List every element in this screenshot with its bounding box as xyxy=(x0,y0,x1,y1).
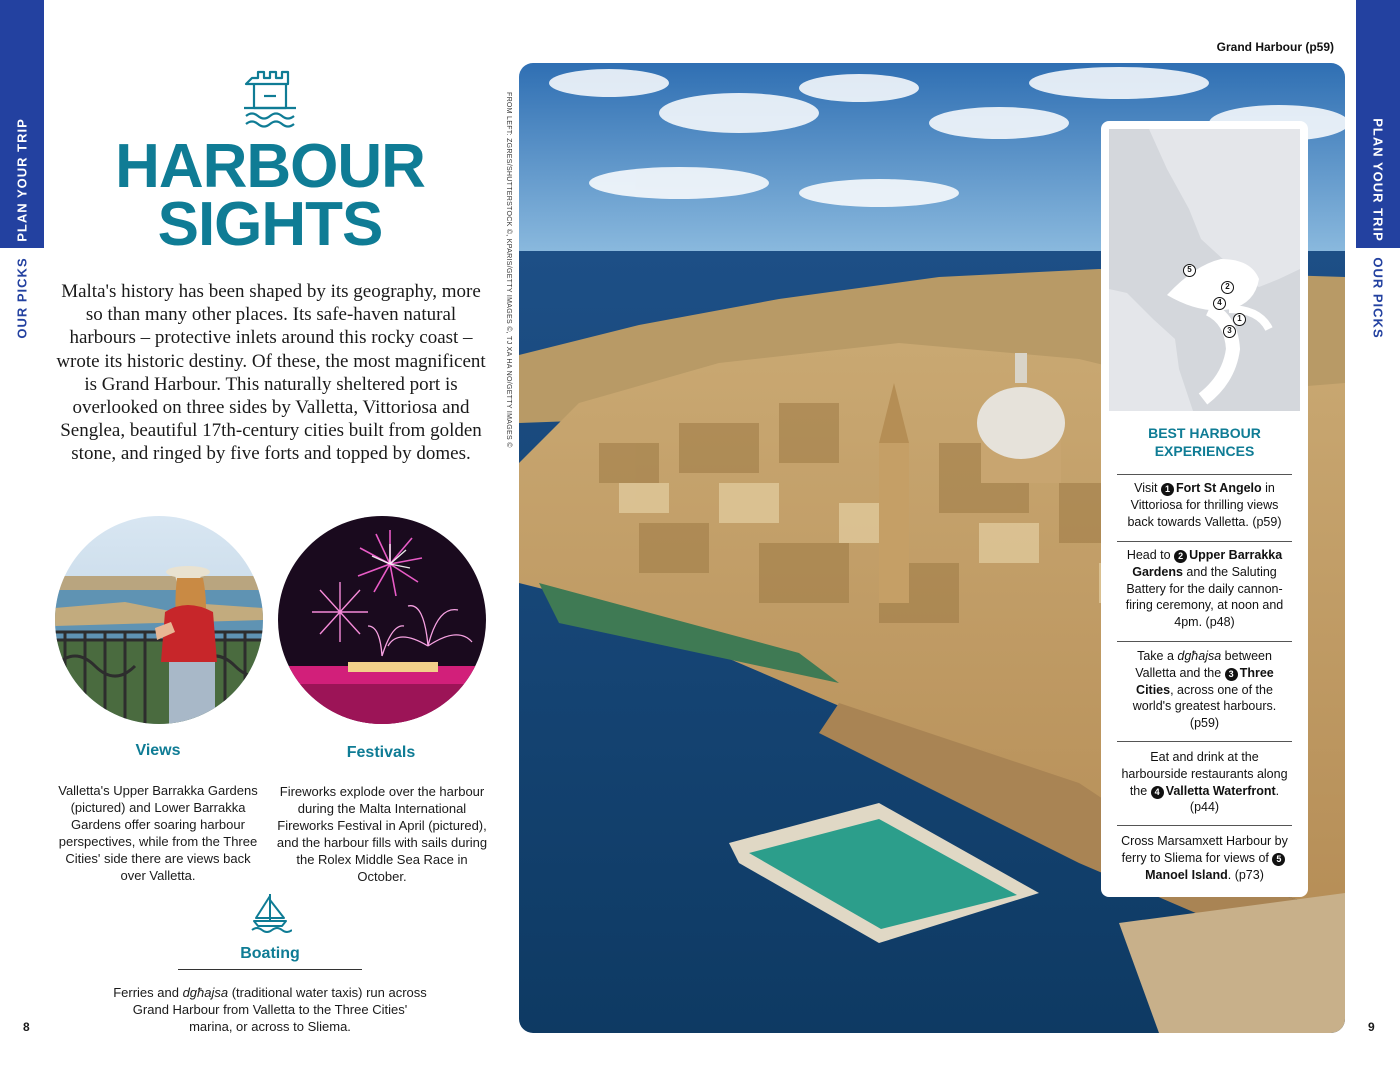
page-number-left: 8 xyxy=(23,1020,30,1034)
castle-icon xyxy=(240,68,300,130)
plan-your-trip-label[interactable]: PLAN YOUR TRIP xyxy=(14,118,30,242)
views-heading: Views xyxy=(135,742,181,759)
experience-item-2 xyxy=(1117,547,1292,631)
photo-caption: Grand Harbour (p59) xyxy=(1216,40,1334,54)
exp1-name: Fort St Angelo xyxy=(1176,481,1262,495)
number-4-icon: 4 xyxy=(1151,786,1164,799)
exp3-name: Three Cities xyxy=(1136,665,1274,697)
boating-text xyxy=(110,984,430,1035)
experiences-divider xyxy=(1117,741,1292,742)
experiences-heading-line-1: BEST HARBOUR xyxy=(1148,425,1261,441)
exp4-name: Valletta Waterfront xyxy=(1165,783,1276,798)
exp3-em: dgħajsa xyxy=(1177,649,1222,663)
exp1-pre: Visit xyxy=(1134,481,1162,495)
views-photo xyxy=(55,516,263,724)
exp3-mid: between Valletta and the xyxy=(1135,649,1272,680)
festivals-text: Fireworks explode over the harbour during the Malta International Fireworks Festival in April (pictured), and the harbour fills with sails during the Rolex Middle Sea Race in October. xyxy=(276,784,488,884)
boating-divider xyxy=(178,969,362,970)
map-marker-3[interactable]: 3 xyxy=(1223,325,1236,338)
number-3-icon: 3 xyxy=(1225,668,1238,681)
exp3-pre: Take a xyxy=(1137,649,1178,663)
map-marker-2[interactable]: 2 xyxy=(1221,281,1234,294)
experiences-heading xyxy=(1101,424,1308,460)
page-title xyxy=(60,132,480,259)
experience-item-4 xyxy=(1117,749,1292,816)
page-number-right: 9 xyxy=(1368,1020,1375,1034)
festivals-photo-illustration xyxy=(278,516,486,724)
experiences-divider xyxy=(1117,641,1292,642)
grand-harbour-map xyxy=(1109,129,1300,411)
experience-item-3 xyxy=(1117,648,1292,732)
boating-text-pre: Ferries and xyxy=(113,985,183,1000)
experiences-divider xyxy=(1117,474,1292,475)
plan-your-trip-label[interactable]: PLAN YOUR TRIP xyxy=(1370,118,1386,242)
intro-paragraph: Malta's history has been shaped by its geography, more so than many other places. Its safe-haven natural harbours – protective inlets around this rocky coast – wrote its historic destiny. Of these, the most magnificent is Grand Harbour. This naturally sheltered port is overlooked on three sides by Valletta, Vittoriosa and Senglea, beautiful 17th-century cities built from golden stone, and ringed by five forts and topped by domes. xyxy=(56,281,486,465)
side-tab-left xyxy=(0,0,44,1077)
best-harbour-experiences-box xyxy=(1101,121,1308,897)
exp5-post: . (p73) xyxy=(1227,867,1264,882)
title-line-1: HARBOUR xyxy=(115,132,425,201)
exp2-pre: Head to xyxy=(1126,548,1175,562)
boating-text-post: (traditional water taxis) run across Grand Harbour from Valletta to the Three Cities' marina, or across to Sliema. xyxy=(132,985,427,1034)
exp5-name: Manoel Island xyxy=(1145,867,1228,882)
experiences-heading-line-2: EXPERIENCES xyxy=(1154,443,1255,459)
grand-harbour-map-svg xyxy=(1109,129,1300,411)
exp2-post: and the Saluting Battery for the daily cannon-firing ceremony, at noon and 4pm. (p48) xyxy=(1125,564,1284,630)
experiences-divider xyxy=(1117,541,1292,542)
number-1-icon: 1 xyxy=(1161,483,1174,496)
exp5-pre: Cross Marsamxett Harbour by ferry to Sliema for views of xyxy=(1121,834,1288,865)
map-marker-1[interactable]: 1 xyxy=(1233,313,1246,326)
views-photo-illustration xyxy=(55,516,263,724)
map-marker-4[interactable]: 4 xyxy=(1213,297,1226,310)
festivals-photo xyxy=(278,516,486,724)
exp4-pre: Eat and drink at the harbourside restaurants along the xyxy=(1121,750,1288,798)
boating-text-em: dgħajsa xyxy=(182,985,229,1000)
our-picks-label[interactable]: OUR PICKS xyxy=(14,257,30,339)
side-tab-right xyxy=(1356,0,1400,1077)
festivals-heading: Festivals xyxy=(346,744,416,761)
boating-heading: Boating xyxy=(240,945,300,962)
title-line-2: SIGHTS xyxy=(157,190,383,259)
photo-credit: FROM LEFT: ZGRES/SHUTTERSTOCK ©, KPARIS/GETTY IMAGES ©, TJ XA HA NO/GETTY IMAGES © xyxy=(505,92,512,448)
experience-item-5 xyxy=(1117,833,1292,883)
exp2-name: Upper Barrakka Gardens xyxy=(1132,548,1283,579)
experiences-divider xyxy=(1117,825,1292,826)
map-marker-5[interactable]: 5 xyxy=(1183,264,1196,277)
exp3-post: , across one of the world's greatest harbours. (p59) xyxy=(1132,682,1277,731)
experience-item-1 xyxy=(1117,480,1292,530)
our-picks-label[interactable]: OUR PICKS xyxy=(1370,257,1386,339)
number-2-icon: 2 xyxy=(1174,550,1187,563)
exp1-post: in Vittoriosa for thrilling views back towards Valletta. (p59) xyxy=(1127,481,1282,529)
views-text: Valletta's Upper Barrakka Gardens (pictured) and Lower Barrakka Gardens offer soaring harbour perspectives, while from the Three Cities' side there are views back over Valletta. xyxy=(58,783,258,883)
sailboat-icon xyxy=(248,890,292,936)
exp4-post: . (p44) xyxy=(1189,783,1280,815)
number-5-icon: 5 xyxy=(1272,853,1285,866)
